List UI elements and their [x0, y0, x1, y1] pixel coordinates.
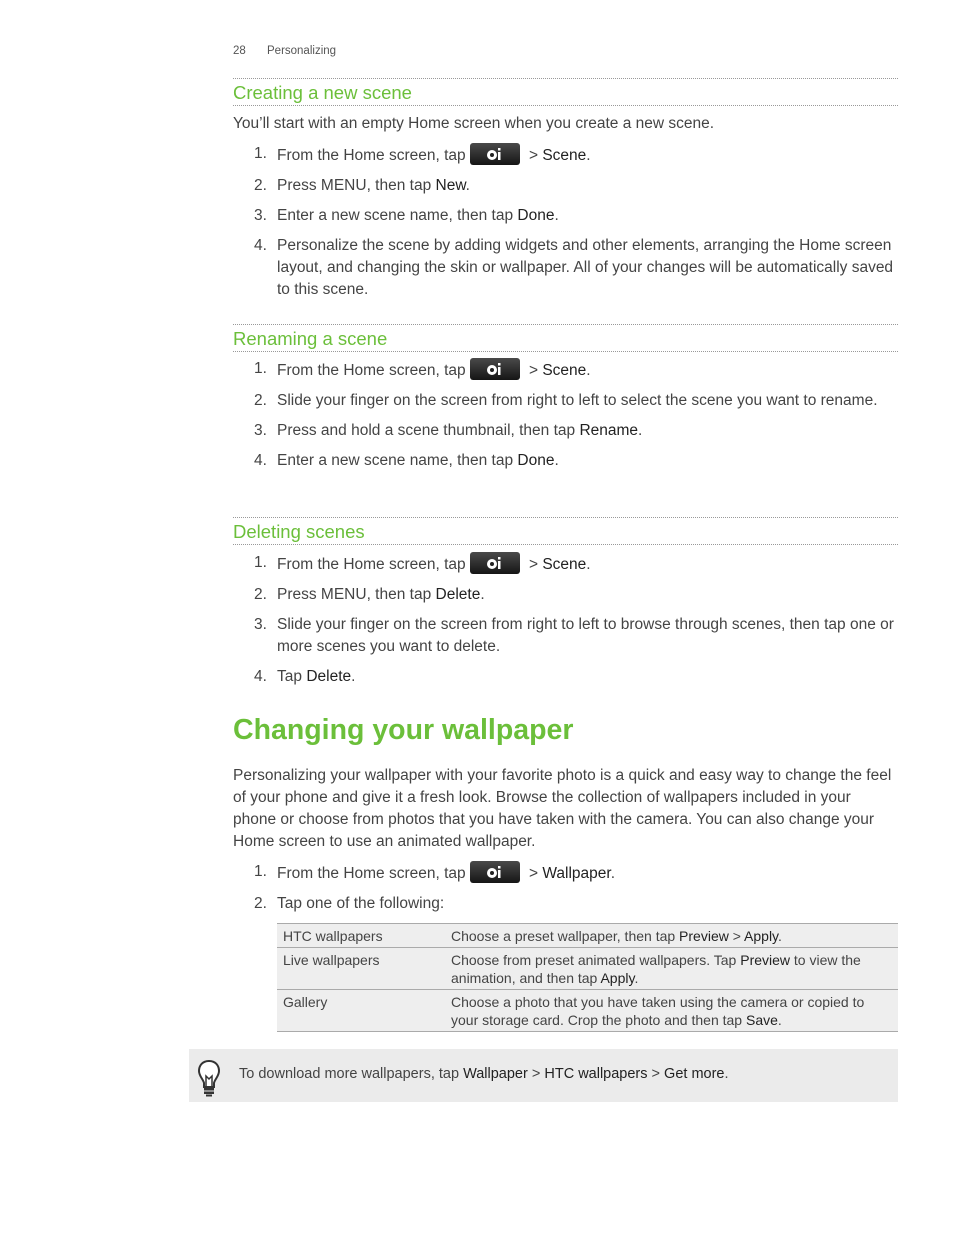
table-row: [277, 990, 898, 1032]
list-item: 2. Press MENU, then tap New.: [254, 177, 470, 194]
list-item: 3. Press and hold a scene thumbnail, then tap Rename.: [254, 422, 643, 439]
option-name: Live wallpapers: [277, 948, 445, 990]
list-item: 3. Enter a new scene name, then tap Done.: [254, 207, 559, 224]
creating-steps: [233, 143, 898, 309]
section-creating-heading: [233, 78, 898, 106]
list-item: 4. Enter a new scene name, then tap Done.: [254, 452, 559, 469]
list-item: 4. Personalize the scene by adding widgets and other elements, arranging the Home screen layout, and changing the skin or wallpaper. All of your changes will be automatically saved to this scene.: [254, 237, 894, 298]
tip-text: To download more wallpapers, tap Wallpaper > HTC wallpapers > Get more.: [239, 1066, 729, 1082]
section-deleting-heading: [233, 517, 898, 545]
section-title: Deleting scenes: [233, 521, 365, 542]
personalize-icon: [470, 358, 520, 380]
list-item: 1. From the Home screen, tap > Scene.: [254, 145, 591, 164]
list-item: 2. Slide your finger on the screen from right to left to select the scene you want to rename.: [254, 392, 878, 409]
chapter-title: Changing your wallpaper: [233, 714, 574, 746]
option-name: HTC wallpapers: [277, 924, 445, 948]
wallpaper-intro: Personalizing your wallpaper with your favorite photo is a quick and easy way to change the feel of your phone and give it a fresh look. Browse the collection of wallpapers included in your phone or choose from photos that you have taken with the camera. You can also change your Home screen to use an animated wallpaper.: [233, 767, 892, 850]
renaming-steps: [233, 358, 898, 480]
personalize-icon: [470, 861, 520, 883]
section-title: Renaming a scene: [233, 328, 388, 349]
list-item: 4. Tap Delete.: [254, 668, 356, 685]
wallpaper-steps: [233, 861, 898, 923]
personalize-icon: [470, 552, 520, 574]
option-description: Choose a photo that you have taken using the camera or copied to your storage card. Crop the photo and then tap Save.: [445, 990, 898, 1032]
page-header: [233, 45, 336, 57]
creating-intro: You’ll start with an empty Home screen when you create a new scene.: [233, 115, 715, 132]
deleting-steps: [233, 552, 898, 696]
tip-box: [189, 1049, 898, 1102]
option-description: Choose from preset animated wallpapers. Tap Preview to view the animation, and then tap Apply.: [445, 948, 898, 990]
section-title: Creating a new scene: [233, 82, 412, 103]
list-item: 2. Press MENU, then tap Delete.: [254, 586, 485, 603]
list-item: 3. Slide your finger on the screen from right to left to browse through scenes, then tap one or more scenes you want to delete.: [254, 616, 894, 655]
personalize-icon: [470, 143, 520, 165]
lightbulb-icon: [197, 1059, 221, 1102]
section-renaming-heading: [233, 324, 898, 352]
table-row: [277, 948, 898, 990]
list-item: 1. From the Home screen, tap > Scene.: [254, 360, 591, 379]
table-row: [277, 924, 898, 948]
section-name: Personalizing: [267, 45, 337, 57]
option-name: Gallery: [277, 990, 445, 1032]
list-item: 1. From the Home screen, tap > Scene.: [254, 554, 591, 573]
list-item: 2. Tap one of the following:: [254, 895, 445, 912]
page-number: 28: [233, 45, 246, 57]
wallpaper-options-table: [277, 923, 898, 1032]
option-description: Choose a preset wallpaper, then tap Preview > Apply.: [445, 924, 898, 948]
list-item: 1. From the Home screen, tap > Wallpaper.: [254, 863, 616, 882]
